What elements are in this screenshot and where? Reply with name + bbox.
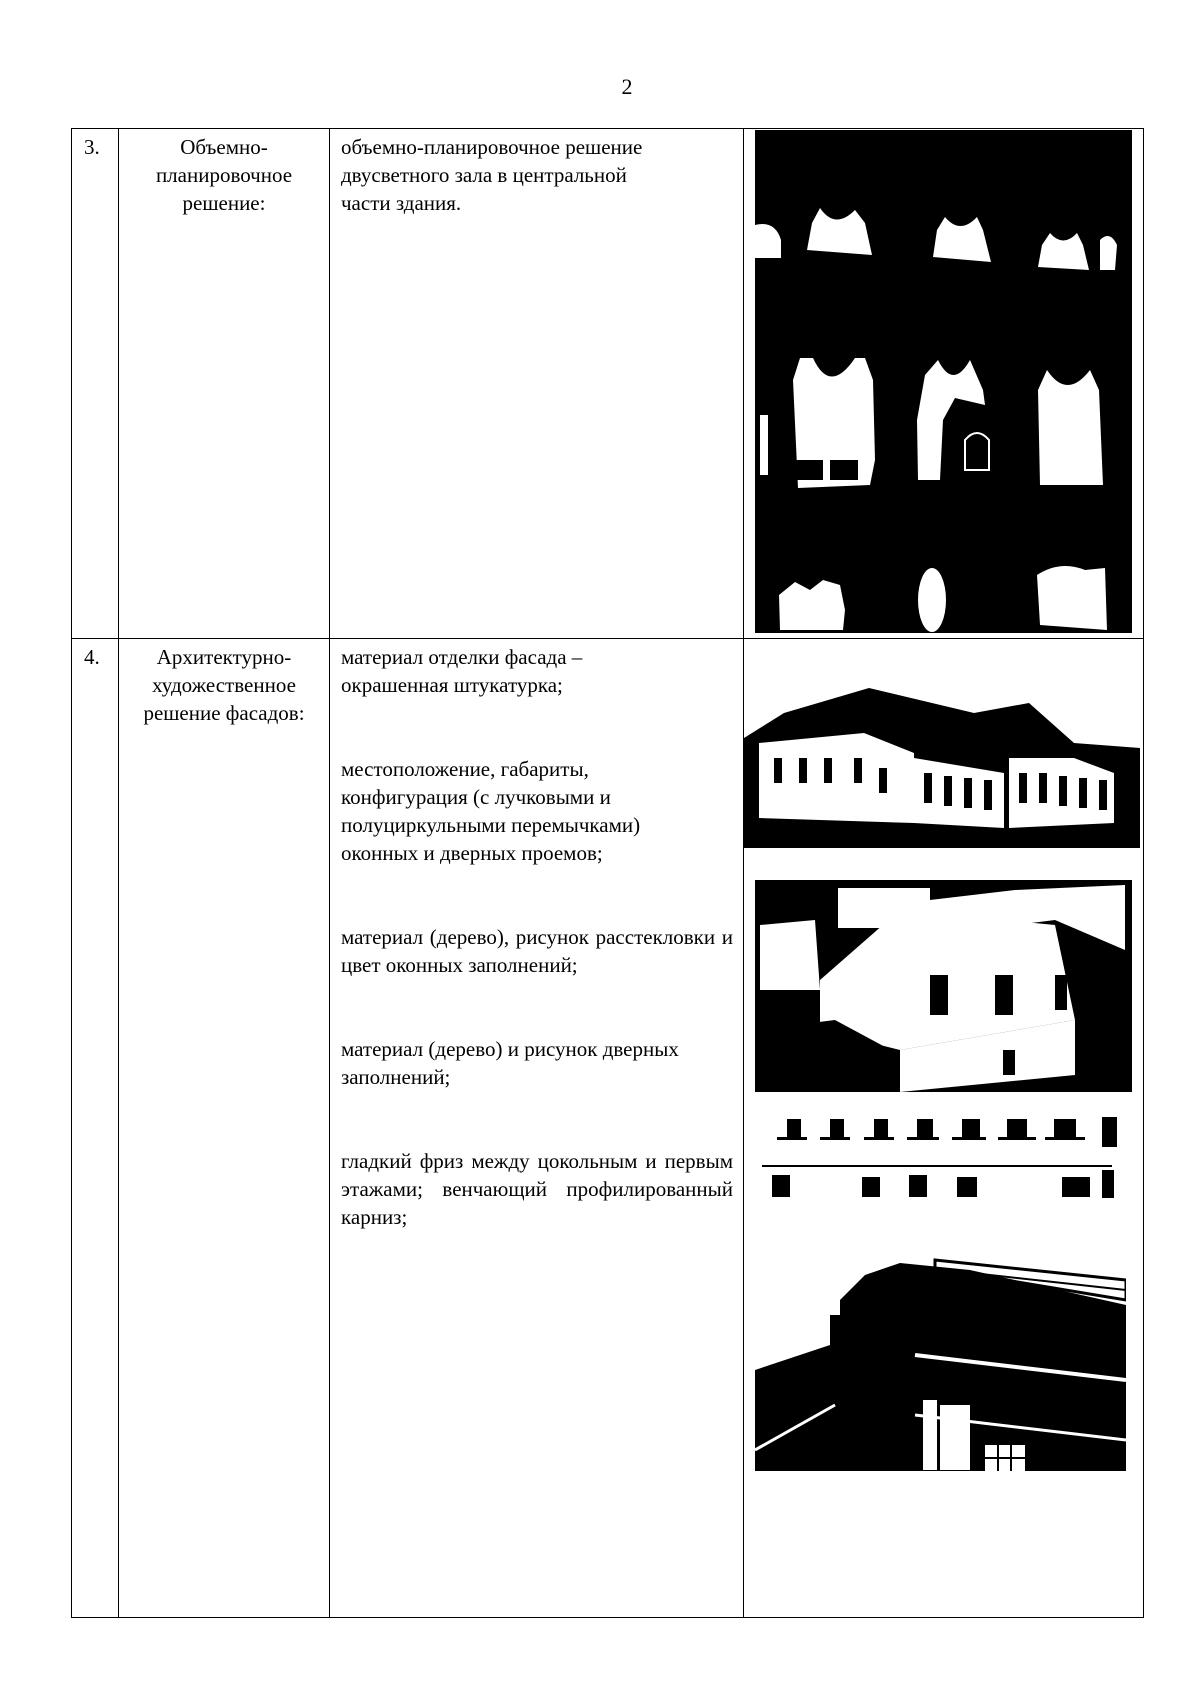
feature-category-line: планировочное (155, 163, 293, 187)
spacer (341, 867, 733, 923)
description-paragraph: материал отделки фасада – окрашенная штукатурка; (341, 645, 583, 697)
feature-category-line: Объемно- (180, 135, 268, 159)
table-row (72, 129, 1144, 639)
feature-category (119, 129, 330, 639)
photo-cell (744, 639, 1144, 1618)
spacer (341, 699, 733, 755)
row-number: 4. (72, 639, 119, 1618)
building-facade-overview-photo (744, 678, 1140, 848)
feature-category (119, 639, 330, 1618)
window-row-facade-photo (762, 1115, 1127, 1201)
feature-description (330, 129, 744, 639)
building-corner-facade-photo (755, 880, 1132, 1092)
page-number: 2 (621, 74, 633, 99)
feature-category-line: художественное (152, 673, 296, 697)
description-paragraph: материал (дерево), рисунок расстекловки и цвет оконных заполнений; (341, 925, 733, 977)
spacer (341, 1091, 733, 1147)
spacer (341, 979, 733, 1035)
photo-cell (744, 129, 1144, 639)
feature-category-line: решение: (182, 191, 266, 215)
feature-description (330, 639, 744, 1618)
description-paragraph: объемно-планировочное решение двусветного зала в центральной части здания. (341, 135, 643, 215)
row-number: 3. (72, 129, 119, 639)
description-paragraph: местоположение, габариты, конфигурация (с лучковыми и полуциркульными перемычками) оконных и дверных проемов; (341, 757, 641, 865)
feature-category-line: решение фасадов: (143, 701, 305, 725)
cornice-detail-photo (755, 1245, 1126, 1471)
description-paragraph: гладкий фриз между цокольным и первым этажами; венчающий профилированный карниз; (341, 1149, 733, 1229)
double-height-hall-interior-photo (755, 130, 1132, 633)
description-paragraph: материал (дерево) и рисунок дверных заполнений; (341, 1037, 679, 1089)
table-row (72, 639, 1144, 1618)
feature-category-line: Архитектурно- (156, 645, 292, 669)
protected-features-table (71, 128, 1144, 1618)
